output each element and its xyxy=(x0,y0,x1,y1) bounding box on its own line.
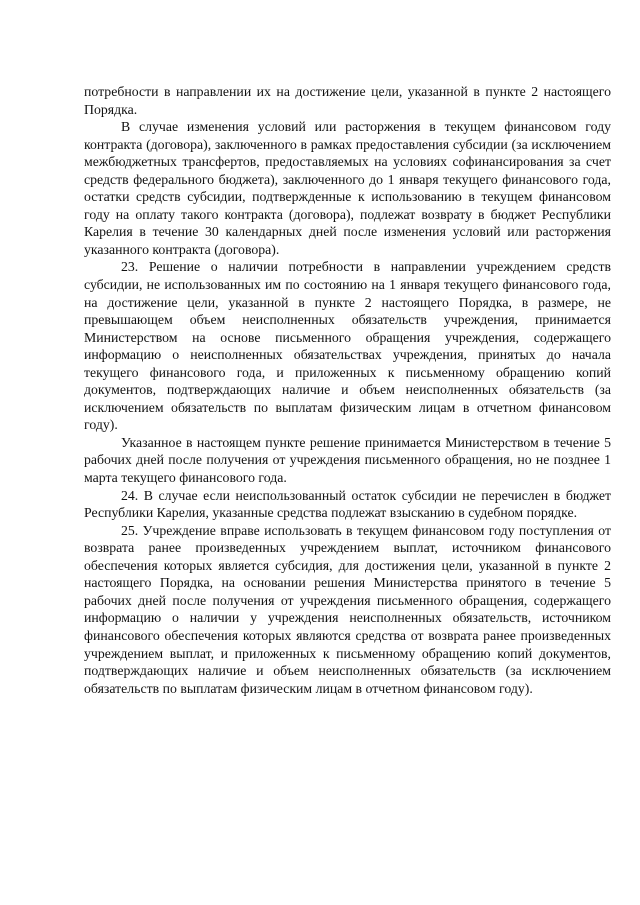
paragraph-decision-term: Указанное в настоящем пункте решение принимается Министерством в течение 5 рабочих дней после получения от учреждения письменного обращения, но не позднее 1 марта текущего финансового года. xyxy=(84,434,611,486)
paragraph-continuation: потребности в направлении их на достижение цели, указанной в пункте 2 настоящего Порядка. xyxy=(84,84,611,117)
paragraph-contract-change: В случае изменения условий или расторжения в текущем финансовом году контракта (договора), заключенного в рамках предоставления субсидии (за исключением межбюджетных трансфертов, предоставляемых на условиях софинансирования за счет средств федерального бюджета), заключенного до 1 января текущего финансового года, остатки средств субсидии, подтвержденные к использованию в текущем финансовом году на оплату такого контракта (договора), подлежат возврату в бюджет Республики Карелия в течение 30 календарных дней после изменения условий или расторжения указанного контракта (договора). xyxy=(84,119,611,257)
paragraph-item-23: 23. Решение о наличии потребности в направлении учреждением средств субсидии, не использованных им по состоянию на 1 января текущего финансового года, на достижение цели, указанной в пункте 2 настоящего Порядка, в размере, не превышающем объем неисполненных обязательств учреждения, принимается Министерством на основе письменного обращения учреждения, содержащего информацию о неисполненных обязательствах учреждения, принятых до начала текущего финансового года, и приложенных к письменному обращению копий документов, подтверждающих наличие и объем неисполненных обязательств (за исключением обязательств по выплатам физическим лицам в отчетном финансовом году). xyxy=(84,259,611,433)
paragraph-item-25: 25. Учреждение вправе использовать в текущем финансовом году поступления от возврата ранее произведенных учреждением выплат, источником финансового обеспечения которых является субсидия, для достижения цели, указанной в пункте 2 настоящего Порядка, на основании решения Министерства принятого в течение 5 рабочих дней после получения от учреждения письменного обращения, содержащего информацию о наличии у учреждения неисполненных обязательств, источником финансового обеспечения которых являются средства от возврата ранее произведенных учреждением выплат, и приложенных к письменному обращению копий документов, подтверждающих наличие и объем неисполненных обязательств (за исключением обязательств по выплатам физическим лицам в отчетном финансовом году). xyxy=(84,522,611,696)
paragraph-item-24: 24. В случае если неиспользованный остаток субсидии не перечислен в бюджет Республики Карелия, указанные средства подлежат взысканию в судебном порядке. xyxy=(84,487,611,521)
document-body xyxy=(84,83,611,697)
